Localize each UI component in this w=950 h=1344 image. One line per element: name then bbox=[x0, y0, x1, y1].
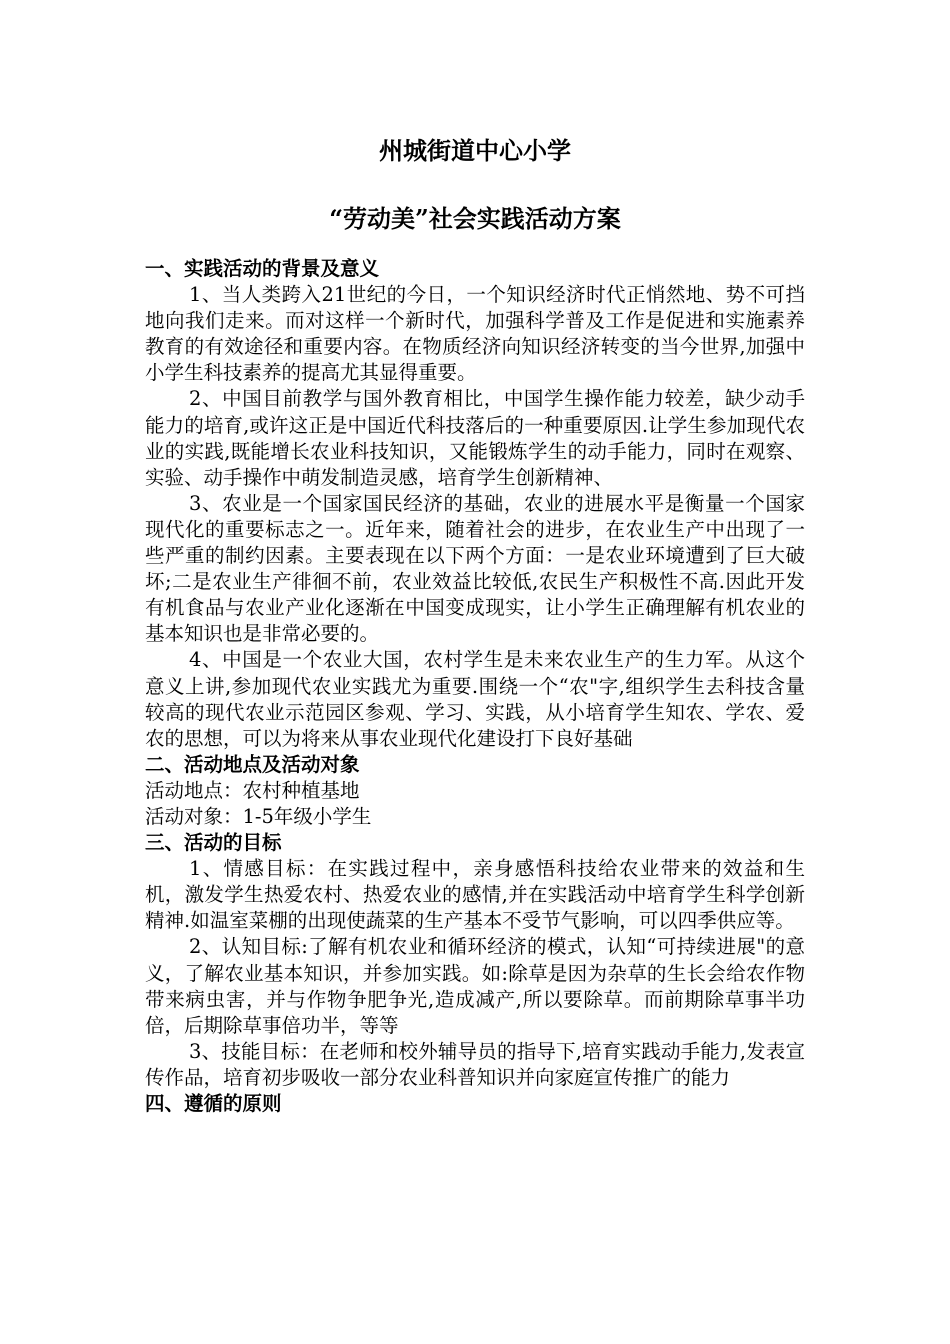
section-1-paragraph-1: 1、当人类跨入21世纪的今日，一个知识经济时代正悄然地、势不可挡地向我们走来。而对这样一个新时代，加强科学普及工作是促进和实施素养教育的有效途径和重要内容。在物质经济向知识经济转变的当今世界,加强中小学生科技素养的提高尤其显得重要。 bbox=[145, 283, 805, 385]
section-3-paragraph-1: 1、情感目标：在实践过程中，亲身感悟科技给农业带来的效益和生机，激发学生热爱农村、热爱农业的感情,并在实践活动中培育学生科学创新精神.如温室菜棚的出现使蔬菜的生产基本不受节气影响，可以四季供应等。 bbox=[145, 857, 805, 933]
section-3-paragraph-3: 3、技能目标：在老师和校外辅导员的指导下,培育实践动手能力,发表宣传作品，培育初步吸收一部分农业科普知识并向家庭宣传推广的能力 bbox=[145, 1039, 805, 1089]
plan-title: “劳动美”社会实践活动方案 bbox=[329, 204, 621, 233]
activity-location: 活动地点：农村种植基地 bbox=[145, 778, 360, 802]
document-body bbox=[145, 256, 805, 1117]
school-name-title: 州城街道中心小学 bbox=[379, 136, 571, 165]
section-3-heading: 三、活动的目标 bbox=[145, 831, 282, 855]
activity-target: 活动对象：1-5年级小学生 bbox=[145, 804, 372, 828]
section-2-heading: 二、活动地点及活动对象 bbox=[145, 752, 360, 776]
section-4-heading: 四、遵循的原则 bbox=[145, 1092, 282, 1115]
section-1-heading: 一、实践活动的背景及意义 bbox=[145, 257, 380, 280]
section-1-paragraph-4: 4、中国是一个农业大国，农村学生是未来农业生产的生力军。从这个意义上讲,参加现代农业实践尤为重要.围绕一个“农"字,组织学生去科技含量较高的现代农业示范园区参观、学习、实践，从小培育学生知农、学农、爱农的思想，可以为将来从事农业现代化建设打下良好基础 bbox=[145, 648, 805, 750]
section-1-paragraph-2: 2、中国目前教学与国外教育相比，中国学生操作能力较差，缺少动手能力的培育,或许这正是中国近代科技落后的一种重要原因.让学生参加现代农业的实践,既能增长农业科技知识，又能锻炼学生的动手能力，同时在观察、实验、动手操作中萌发制造灵感，培育学生创新精神、 bbox=[145, 387, 805, 489]
section-3-paragraph-2: 2、认知目标:了解有机农业和循环经济的模式，认知“可持续进展"的意义，了解农业基本知识，并参加实践。如:除草是因为杂草的生长会给农作物带来病虫害，并与作物争肥争光,造成减产,所以要除草。而前期除草事半功倍，后期除草事倍功半，等等 bbox=[145, 935, 805, 1037]
section-1-paragraph-3: 3、农业是一个国家国民经济的基础，农业的进展水平是衡量一个国家现代化的重要标志之一。近年来，随着社会的进步，在农业生产中出现了一些严重的制约因素。主要表现在以下两个方面：一是农业环境遭到了巨大破坏;二是农业生产徘徊不前，农业效益比较低,农民生产积极性不高.因此开发有机食品与农业产业化逐渐在中国变成现实，让小学生正确理解有机农业的基本知识也是非常必要的。 bbox=[145, 491, 805, 646]
